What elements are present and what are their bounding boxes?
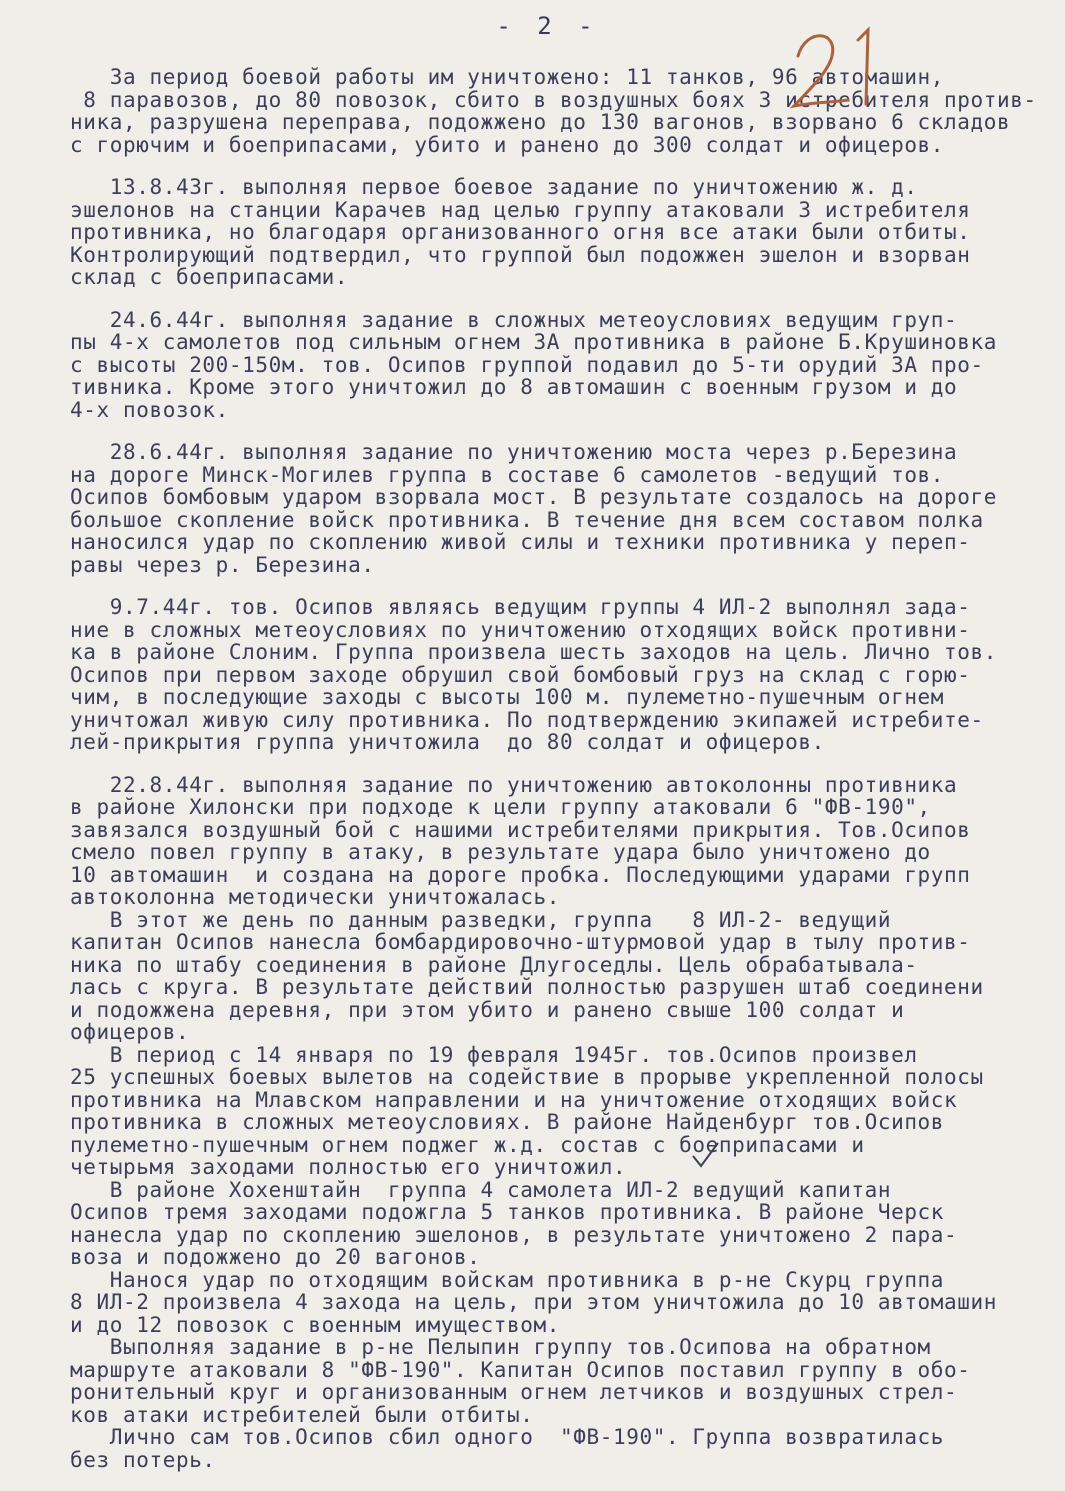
text-line: В период с 14 января по 19 февраля 1945г. тов.Осипов произвел bbox=[70, 1042, 918, 1067]
text-line: 25 успешных боевых вылетов на содействие в прорыве укрепленной полосы bbox=[70, 1065, 984, 1089]
text-line: на дороге Минск-Могилев группа в составе 6 самолетов -ведущий тов. bbox=[70, 462, 945, 487]
text-line: 10 автомашин и создана на дороге пробка. Последующими ударами групп bbox=[70, 862, 971, 887]
text-line: смело повел группу в атаку, в результате удара было уничтожено до bbox=[70, 840, 931, 864]
text-line: и до 12 повозок с военным имуществом. bbox=[70, 1312, 560, 1337]
text-line: 8 ИЛ-2 произвела 4 захода на цель, при этом уничтожила до 10 автомашин bbox=[70, 1290, 998, 1314]
checkmark-mark bbox=[690, 1140, 720, 1170]
text-line: В этот же день по данным разведки, группа 8 ИЛ-2- ведущий bbox=[70, 907, 892, 932]
text-line: противника в сложных метеоусловиях. В районе Найденбург тов.Осипов bbox=[70, 1110, 945, 1134]
text-line: Осипов при первом заходе обрушил свой бомбовый груз на склад с горю- bbox=[70, 662, 971, 687]
paragraph bbox=[70, 596, 1025, 754]
paragraph bbox=[70, 441, 1025, 576]
text-line: с горючим и боеприпасами, убито и ранено до 300 солдат и офицеров. bbox=[70, 132, 945, 157]
paragraph bbox=[70, 774, 1025, 1472]
text-line: равы через р. Березина. bbox=[70, 552, 375, 577]
text-line: воза и подожжено до 20 вагонов. bbox=[70, 1245, 481, 1269]
text-line: эшелонов на станции Карачев над целью группу атаковали 3 истребителя bbox=[70, 197, 971, 222]
text-line: большое скопление войск противника. В течение дня всем составом полка bbox=[70, 507, 984, 532]
text-line: 13.8.43г. выполняя первое боевое задание по уничтожению ж. д. bbox=[70, 175, 918, 199]
text-line: без потерь. bbox=[70, 1447, 216, 1472]
text-line: лей-прикрытия группа уничтожила до 80 солдат и офицеров. bbox=[70, 730, 825, 754]
text-line: ков атаки истребителей были отбиты. bbox=[70, 1402, 534, 1427]
text-line: и подожжена деревня, при этом убито и ранено свыше 100 солдат и bbox=[70, 997, 905, 1022]
text-line: В районе Хохенштайн группа 4 самолета ИЛ-2 ведущий капитан bbox=[70, 1177, 892, 1202]
text-line: уничтожал живую силу противника. По подтверждению экипажей истребите- bbox=[70, 707, 984, 732]
text-line: чим, в последующие заходы с высоты 100 м. пулеметно-пушечным огнем bbox=[70, 685, 945, 709]
text-line: автоколонна методически уничтожалась. bbox=[70, 885, 560, 909]
paragraph bbox=[70, 309, 1025, 422]
text-line: Выполняя задание в р-не Пелыпин группу тов.Осипова на обратном bbox=[70, 1335, 931, 1359]
text-line: ника по штабу соединения в районе Длугоседлы. Цель обрабатывала- bbox=[70, 952, 918, 977]
text-line: тивника. Кроме этого уничтожил до 8 автомашин с военным грузом и до bbox=[70, 375, 958, 399]
text-line: пы 4-х самолетов под сильным огнем ЗА противника в районе Б.Крушиновка bbox=[70, 330, 998, 354]
text-line: офицеров. bbox=[70, 1020, 190, 1044]
text-line: в районе Хилонски при подходе к цели группу атаковали 6 "ФВ-190", bbox=[70, 795, 931, 819]
text-line: пулеметно-пушечным огнем поджег ж.д. состав с боеприпасами и bbox=[70, 1132, 865, 1157]
text-line: Нанося удар по отходящим войскам противника в р-не Скурц группа bbox=[70, 1267, 945, 1292]
text-line: Лично сам тов.Осипов сбил одного "ФВ-190". Группа возвратилась bbox=[70, 1425, 945, 1449]
text-line: 24.6.44г. выполняя задание в сложных метеоусловиях ведущим груп- bbox=[70, 307, 958, 332]
text-line: 28.6.44г. выполняя задание по уничтожению моста через р.Березина bbox=[70, 440, 958, 464]
text-line: завязался воздушный бой с нашими истребителями прикрытия. Тов.Осипов bbox=[70, 817, 971, 842]
text-line: противника на Млавском направлении и на уничтожение отходящих войск bbox=[70, 1087, 958, 1112]
text-line: противника, но благодаря организованного огня все атаки были отбиты. bbox=[70, 220, 971, 244]
text-line: капитан Осипов нанесла бомбардировочно-штурмовой удар в тылу против- bbox=[70, 930, 971, 954]
text-line: 22.8.44г. выполняя задание по уничтожению автоколонны противника bbox=[70, 772, 958, 797]
text-line: Контролирующий подтвердил, что группой был подожжен эшелон и взорван bbox=[70, 242, 971, 267]
page-number: - 2 - bbox=[496, 12, 599, 40]
text-line: ника, разрушена переправа, подожжено до 130 вагонов, взорвано 6 складов bbox=[70, 110, 1011, 134]
text-line: Осипов тремя заходами подожгла 5 танков противника. В районе Черск bbox=[70, 1200, 945, 1224]
text-line: 9.7.44г. тов. Осипов являясь ведущим группы 4 ИЛ-2 выполнял зада- bbox=[70, 595, 971, 619]
text-line: ронительный круг и организованным огнем летчиков и воздушных стрел- bbox=[70, 1380, 958, 1404]
text-line: маршруте атаковали 8 "ФВ-190". Капитан Осипов поставил группу в обо- bbox=[70, 1357, 971, 1382]
handwritten-page-number bbox=[776, 18, 886, 113]
text-line: четырьмя заходами полностью его уничтожил. bbox=[70, 1155, 627, 1179]
text-line: наносился удар по скоплению живой силы и техники противника у переп- bbox=[70, 530, 971, 554]
document-body bbox=[70, 65, 1037, 1472]
text-line: с высоты 200-150м. тов. Осипов группой подавил до 5-ти орудий ЗА про- bbox=[70, 352, 984, 377]
text-line: лась с круга. В результате действий полностью разрушен штаб соединени bbox=[70, 975, 984, 999]
text-line: ка в районе Слоним. Группа произвела шесть заходов на цель. Лично тов. bbox=[70, 640, 998, 664]
text-line: 4-х повозок. bbox=[70, 397, 229, 422]
text-line: За период боевой работы им уничтожено: 11 танков, 96 автомашин, bbox=[70, 65, 945, 89]
text-line: ние в сложных метеоусловиях по уничтожению отходящих войск противни- bbox=[70, 617, 971, 642]
text-line: склад с боеприпасами. bbox=[70, 265, 349, 289]
paragraph bbox=[70, 176, 1025, 289]
text-line: 8 паравозов, до 80 повозок, сбито в воздушных боях 3 истребителя против- bbox=[70, 87, 1037, 112]
text-line: нанесла удар по скоплению эшелонов, в результате уничтожено 2 пара- bbox=[70, 1222, 958, 1247]
text-line: Осипов бомбовым ударом взорвала мост. В результате создалось на дороге bbox=[70, 485, 998, 509]
